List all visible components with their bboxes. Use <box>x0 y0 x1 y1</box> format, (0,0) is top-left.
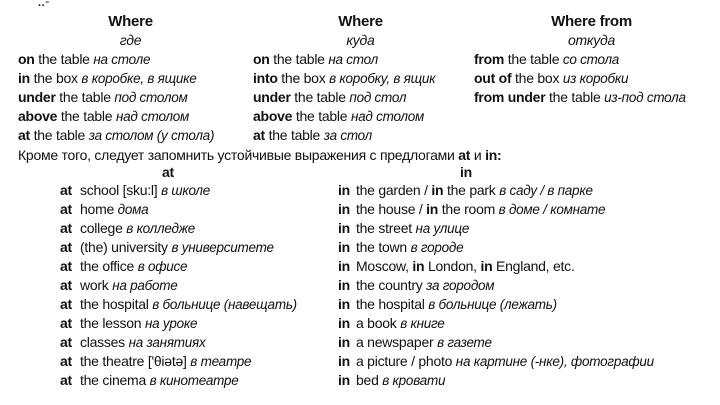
expression-preposition: at <box>60 182 72 198</box>
expression-preposition: at <box>60 315 72 331</box>
phrase-row <box>253 69 468 88</box>
expression-translation: в колледже <box>126 221 195 236</box>
where-direction-column <box>253 12 468 145</box>
note-line <box>18 146 501 165</box>
phrase-english: the table <box>290 89 346 105</box>
phrase-english: the table <box>269 51 325 67</box>
at-expression-row <box>60 295 330 314</box>
column-heading: Where from <box>551 13 632 30</box>
column-subheading: откуда <box>567 32 616 48</box>
expression-preposition: in <box>480 258 493 274</box>
expression-preposition: at <box>60 258 72 274</box>
in-expression-row <box>338 257 713 276</box>
at-expression-row <box>60 181 330 200</box>
expression-preposition: at <box>60 334 72 350</box>
expression-translation: на картине (-нке), фотографии <box>455 354 654 369</box>
expression-english: Moscow, <box>356 258 413 274</box>
expression-translation: на работе <box>112 278 178 293</box>
in-expression-row <box>338 333 713 352</box>
phrase-english: the table <box>545 89 601 105</box>
expression-english: bed <box>356 372 379 388</box>
column-heading: Where <box>108 13 153 30</box>
phrase-translation: над столом <box>115 109 190 124</box>
at-expression-row <box>60 200 330 219</box>
expression-english: the street <box>356 220 412 236</box>
expression-translation: в кровати <box>382 373 446 388</box>
phrase-row <box>18 107 243 126</box>
column-subheading: куда <box>346 32 375 48</box>
expression-preposition: in <box>338 239 350 255</box>
expression-preposition: in <box>426 201 439 217</box>
phrase-row <box>474 50 709 69</box>
expression-preposition: in <box>338 334 350 350</box>
phrase-translation: со стола <box>562 52 620 67</box>
phrase-english: the table <box>34 51 90 67</box>
phrase-preposition: from <box>474 51 505 67</box>
phrase-preposition: at <box>253 127 265 143</box>
expression-preposition: in <box>431 182 444 198</box>
expression-translation: в доме / комнате <box>498 202 606 217</box>
expression-preposition: in <box>338 353 350 369</box>
expression-preposition: at <box>60 372 72 388</box>
expression-translation: в школе <box>161 183 211 198</box>
at-expression-row <box>60 371 330 390</box>
phrase-preposition: at <box>18 127 30 143</box>
phrase-row <box>18 126 243 145</box>
expression-translation: в театре <box>190 354 252 369</box>
phrase-row <box>18 69 243 88</box>
expression-english: school [sku:l] <box>80 182 158 198</box>
at-expression-row <box>60 352 330 371</box>
expression-preposition: at <box>60 201 72 217</box>
column-subheading: где <box>119 32 142 48</box>
phrase-english: the table <box>292 108 348 124</box>
phrase-row <box>253 126 468 145</box>
phrase-translation: в коробку, в ящик <box>329 71 436 86</box>
expression-english: London, <box>424 258 481 274</box>
phrase-translation: под стол <box>349 90 407 105</box>
at-expression-row <box>60 333 330 352</box>
expression-translation: в офисе <box>137 259 188 274</box>
expression-preposition: in <box>338 201 350 217</box>
expression-preposition: in <box>338 258 350 274</box>
phrase-row <box>253 50 468 69</box>
expression-translation: в больнице (лежать) <box>428 297 557 312</box>
in-expression-row <box>338 371 713 390</box>
expression-preposition: in <box>338 296 350 312</box>
phrase-translation: за стол <box>323 128 373 143</box>
expression-preposition: at <box>60 239 72 255</box>
phrase-preposition: under <box>253 89 291 105</box>
in-expression-row <box>338 276 713 295</box>
note-and: и <box>473 147 482 163</box>
phrase-translation: в коробке, в ящике <box>81 71 197 86</box>
phrase-english: the table <box>264 127 321 143</box>
column-heading: Where <box>338 13 383 30</box>
phrase-translation: на стол <box>328 52 378 67</box>
expression-english: a book <box>356 315 397 331</box>
expression-translation: на занятиях <box>128 335 206 350</box>
phrase-english: the box <box>277 70 326 86</box>
expression-translation: на уроке <box>144 316 198 331</box>
phrase-preposition: on <box>253 51 270 67</box>
phrase-preposition: in <box>18 70 30 86</box>
in-expression-row <box>338 295 713 314</box>
expression-english: England, etc. <box>492 258 575 274</box>
expression-english: the room <box>438 201 496 217</box>
phrase-english: the box <box>511 70 560 86</box>
at-list-header: at <box>162 164 174 180</box>
in-expression-row <box>338 238 713 257</box>
phrase-english: the table <box>57 108 113 124</box>
at-expression-row <box>60 314 330 333</box>
phrase-row <box>253 107 468 126</box>
expression-preposition: in <box>338 220 350 236</box>
expression-english: home <box>80 201 115 217</box>
in-expression-row <box>338 314 713 333</box>
phrase-preposition: above <box>18 108 58 124</box>
expression-preposition: in <box>338 182 350 198</box>
phrase-row <box>18 50 243 69</box>
expression-english: (the) university <box>80 239 168 255</box>
expression-english: a newspaper <box>356 334 434 350</box>
phrase-preposition: on <box>18 51 35 67</box>
expression-preposition: in <box>338 315 350 331</box>
phrase-translation: из-под стола <box>604 90 686 105</box>
expression-translation: в газете <box>437 335 492 350</box>
expression-preposition: in <box>338 277 350 293</box>
phrase-preposition: from under <box>474 89 546 105</box>
expression-preposition: at <box>60 353 72 369</box>
phrase-translation: за столом (у стола) <box>88 128 215 143</box>
note-text: Кроме того, следует запомнить устойчивые выражения с предлогами <box>18 147 455 163</box>
phrase-english: the table <box>504 51 560 67</box>
phrase-english: the box <box>29 70 78 86</box>
expression-preposition: in <box>338 372 350 388</box>
corner-mark: ··ˉ <box>38 0 49 12</box>
expression-translation: в кинотеатре <box>149 373 239 388</box>
in-expression-row <box>338 352 713 371</box>
phrase-preposition: out of <box>474 70 512 86</box>
expression-translation: дома <box>117 202 149 217</box>
at-expression-row <box>60 257 330 276</box>
at-expressions-list <box>60 181 330 390</box>
in-expression-row <box>338 181 713 200</box>
expression-translation: в книге <box>400 316 445 331</box>
phrase-translation: под столом <box>114 90 188 105</box>
expression-english: the country <box>356 277 423 293</box>
expression-translation: в университете <box>171 240 274 255</box>
note-at: at <box>458 147 471 163</box>
expression-english: the hospital <box>80 296 149 312</box>
phrase-row <box>253 88 468 107</box>
note-in: in: <box>485 147 502 163</box>
phrase-preposition: into <box>253 70 278 86</box>
phrase-preposition: under <box>18 89 56 105</box>
expression-translation: на улице <box>415 221 470 236</box>
phrase-row <box>18 88 243 107</box>
at-expression-row <box>60 276 330 295</box>
expression-translation: в саду / в парке <box>499 183 593 198</box>
expression-english: the garden / <box>356 182 432 198</box>
phrase-translation: из коробки <box>562 71 629 86</box>
expression-translation: в больнице (навещать) <box>152 297 297 312</box>
in-list-header: in <box>460 164 472 180</box>
phrase-row <box>474 88 709 107</box>
in-expressions-list <box>338 181 713 390</box>
phrase-english: the table <box>55 89 111 105</box>
expression-english: the park <box>443 182 496 198</box>
phrase-preposition: above <box>253 108 293 124</box>
expression-english: the house / <box>356 201 427 217</box>
at-expression-row <box>60 219 330 238</box>
expression-preposition: at <box>60 296 72 312</box>
expression-english: work <box>80 277 109 293</box>
expression-english: the lesson <box>80 315 142 331</box>
expression-english: the town <box>356 239 407 255</box>
expression-english: college <box>80 220 123 236</box>
expression-translation: в городе <box>410 240 464 255</box>
expression-preposition: at <box>60 220 72 236</box>
in-expression-row <box>338 219 713 238</box>
in-expression-row <box>338 200 713 219</box>
at-expression-row <box>60 238 330 257</box>
where-from-column <box>474 12 709 107</box>
where-location-column <box>18 12 243 145</box>
expression-english: the cinema <box>80 372 146 388</box>
phrase-row <box>474 69 709 88</box>
expression-english: the theatre ['θiətə] <box>80 353 187 369</box>
expression-preposition: in <box>412 258 425 274</box>
expression-preposition: at <box>60 277 72 293</box>
phrase-translation: над столом <box>350 109 425 124</box>
phrase-english: the table <box>29 127 86 143</box>
expression-english: the office <box>80 258 135 274</box>
expression-translation: за городом <box>426 278 495 293</box>
expression-english: classes <box>80 334 125 350</box>
expression-english: the hospital <box>356 296 425 312</box>
phrase-translation: на столе <box>93 52 151 67</box>
expression-english: a picture / photo <box>356 353 453 369</box>
